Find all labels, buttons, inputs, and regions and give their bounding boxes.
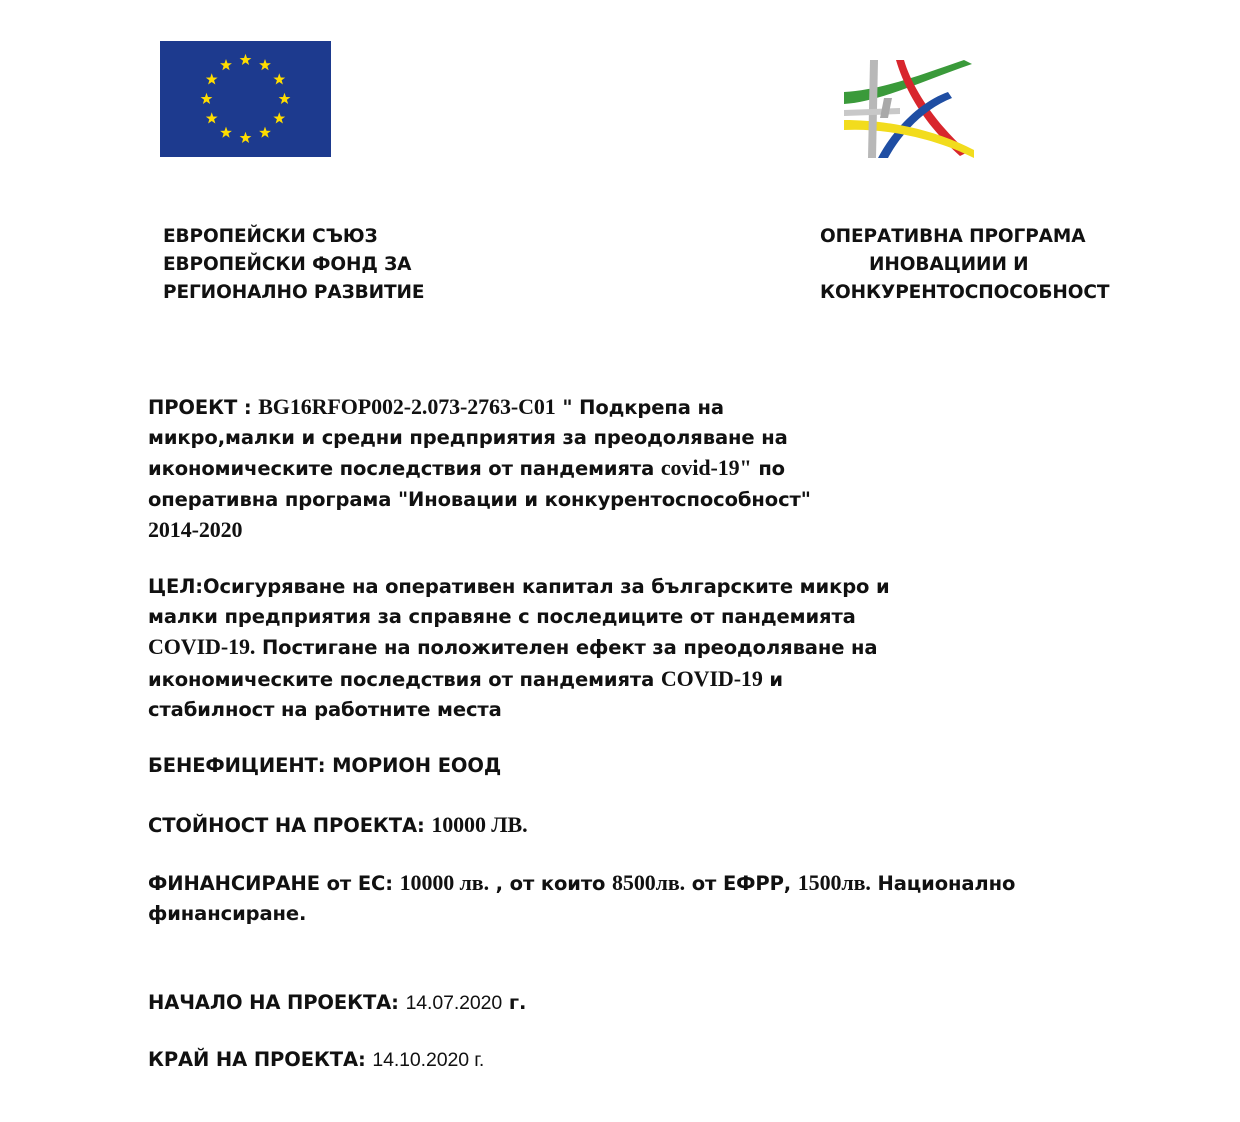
goal-line: стабилност на работните места	[148, 697, 502, 721]
project-text: икономическите последствия от пандемията	[148, 457, 661, 481]
project-covid: covid-19"	[660, 455, 752, 481]
goal-text: и	[762, 667, 783, 691]
beneficiary	[148, 751, 501, 781]
start-date: 14.07.2020	[405, 992, 503, 1014]
project-title-start: " Подкрепа на	[555, 396, 724, 419]
project-line: оперативна програма "Иновации и конкурентоспособност"	[148, 487, 811, 511]
project-text: по	[751, 457, 785, 481]
beneficiary-line: БЕНЕФИЦИЕНТ: МОРИОН ЕООД	[148, 754, 502, 777]
project-value-amount: 10000 ЛВ.	[431, 812, 528, 837]
header-left-line: ЕВРОПЕЙСКИ СЪЮЗ	[163, 226, 378, 247]
goal-line: малки предприятия за справяне с последиците от пандемията	[148, 605, 856, 629]
header-left-line: ЕВРОПЕЙСКИ ФОНД ЗА	[163, 254, 412, 275]
goal-line: ЦЕЛ:Осигуряване на оперативен капитал за българските микро и	[148, 575, 890, 598]
header-right-line: КОНКУРЕНТОСПОСОБНОСТ	[820, 282, 1110, 303]
financing-line	[148, 868, 1015, 899]
financing-text: Национално	[870, 872, 1016, 895]
project-value	[148, 810, 528, 841]
financing-eu-amount: 8500лв.	[612, 870, 686, 895]
header-left-line: РЕГИОНАЛНО РАЗВИТИЕ	[163, 282, 425, 303]
opic-program-logo	[840, 58, 976, 160]
header-operational-program	[820, 223, 1109, 307]
project-start	[148, 988, 526, 1018]
financing-label: ФИНАНСИРАНЕ от ЕС:	[148, 872, 400, 895]
end-label: КРАЙ НА ПРОЕКТА:	[148, 1048, 373, 1071]
goal-text: икономическите последствия от пандемията	[148, 667, 661, 691]
end-date: 14.10.2020 г.	[372, 1049, 485, 1071]
start-line	[148, 988, 526, 1018]
financing-line: финансиране.	[148, 902, 307, 926]
header-right-line: ОПЕРАТИВНА ПРОГРАМА	[820, 226, 1086, 247]
project-period: 2014-2020	[148, 516, 243, 542]
project-line	[148, 392, 811, 423]
financing	[148, 868, 1015, 929]
header-right-line: ИНОВАЦИИИ И	[869, 254, 1029, 275]
goal-line	[148, 632, 890, 663]
start-suffix: г.	[502, 991, 527, 1014]
project-goal	[148, 572, 890, 725]
project-value-label: СТОЙНОСТ НА ПРОЕКТА:	[148, 814, 432, 837]
project-line	[148, 453, 811, 484]
goal-text: Постигане на положителен ефект за преодоляване на	[255, 636, 878, 660]
end-line	[148, 1045, 484, 1075]
project-label: ПРОЕКТ :	[148, 396, 259, 419]
financing-text: , от които	[488, 872, 613, 895]
eu-flag-logo	[160, 41, 331, 157]
goal-covid: COVID-19.	[148, 634, 256, 660]
project-description	[148, 392, 811, 545]
financing-national-amount: 1500лв.	[797, 870, 871, 895]
project-value-line	[148, 810, 528, 841]
financing-text: от ЕФРР,	[685, 872, 798, 895]
financing-amount: 10000 лв.	[399, 870, 489, 895]
goal-covid: COVID-19	[660, 665, 763, 691]
project-line: микро,малки и средни предприятия за преодоляване на	[148, 426, 788, 450]
project-code: BG16RFOP002-2.073-2763-C01	[258, 394, 556, 419]
header-eu-fund	[163, 223, 424, 307]
project-end	[148, 1045, 484, 1075]
start-label: НАЧАЛО НА ПРОЕКТА:	[148, 991, 406, 1014]
goal-line	[148, 664, 890, 695]
